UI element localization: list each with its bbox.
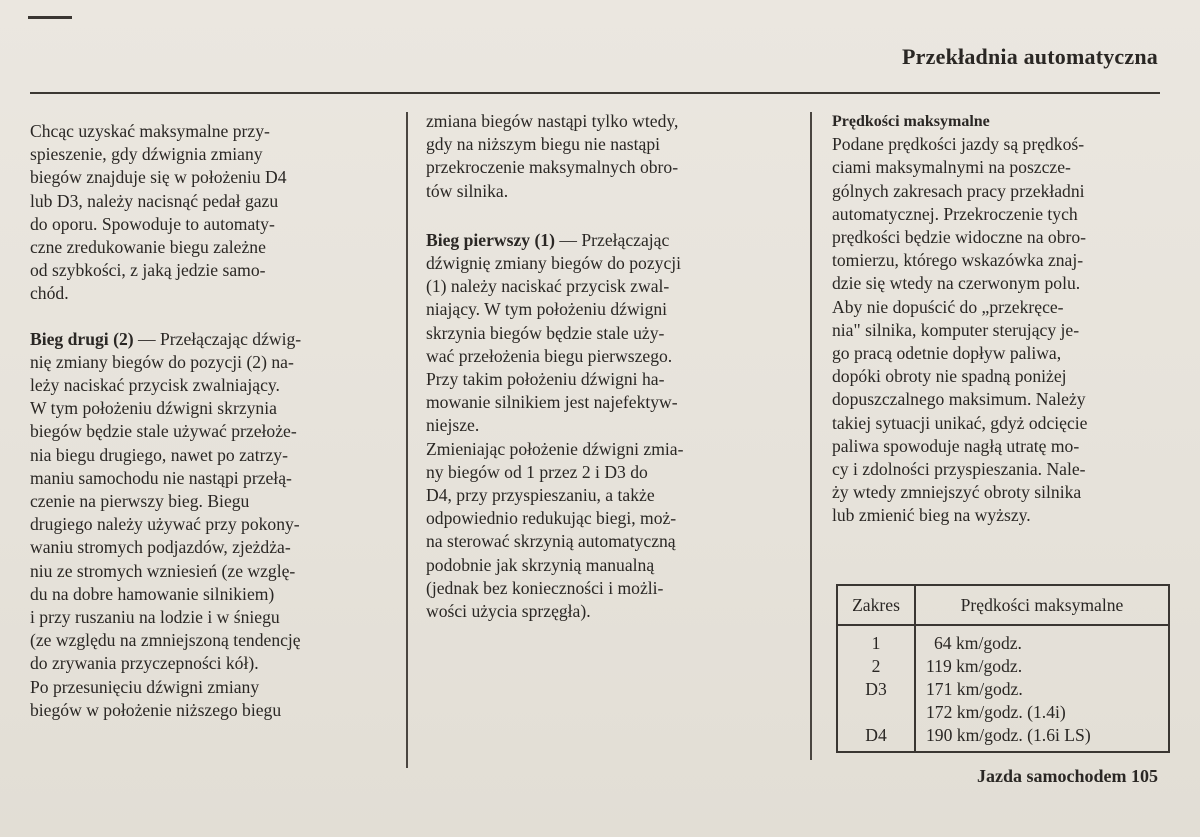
text-line: podobnie jak skrzynią manualną [426,554,655,575]
text-line: niający. W tym położeniu dźwigni [426,299,668,320]
paragraph-max-speeds [832,133,1168,527]
column-divider-1 [406,112,408,768]
text-line: do zrywania przyczepności kół). [30,653,259,674]
section-heading: Prędkości maksymalne [832,113,990,130]
text-line: gólnych zakresach pracy przekładni [832,180,1085,201]
text-line: paliwa spowoduje nagłą utratę mo- [832,435,1080,456]
text-line: skrzynia biegów będzie stale uży- [426,322,665,343]
header-rule [30,92,1160,94]
text-line: Bieg pierwszy (1) — Przełączając [426,229,670,250]
text-line: dopóki obroty nie spadną poniżej [832,366,1067,387]
text-line: nia biegu drugiego, nawet po zatrzy- [30,444,288,465]
table-body [838,626,1168,751]
text-line: leży naciskać przycisk zwalniający. [30,375,280,396]
text-line: D4, przy przyspieszaniu, a także [426,485,655,506]
text-line: dźwignię zmiany biegów do pozycji [426,253,682,274]
text-line: chód. [30,283,69,304]
text-line: dzie się wtedy na czerwonym polu. [832,273,1081,294]
text-line: Podane prędkości jazdy są prędkoś- [832,134,1085,155]
corner-mark [28,16,72,19]
text-line: Bieg drugi (2) — Przełączając dźwig- [30,328,302,349]
text-line: biegów będzie stale używać przełoże- [30,421,297,442]
text-line: (jednak bez konieczności i możli- [426,577,664,598]
text-line: nię zmiany biegów do pozycji (2) na- [30,351,294,372]
text-line: (1) należy naciskać przycisk zwal- [426,276,670,297]
text-line: gdy na niższym biegu nie nastąpi [426,134,661,155]
text-line: czne zredukowanie biegu zależne [30,237,266,258]
paragraph-shift-condition [426,110,782,203]
text-line: waniu stromych podjazdów, zjeżdża- [30,537,291,558]
zakres-column [838,626,916,751]
text-line: Zmieniając położenie dźwigni zmia- [426,438,684,459]
text-line: Aby nie dopuścić do „przekręce- [832,296,1064,317]
paragraph-acceleration [30,120,382,306]
text-line: wać przełożenia biegu pierwszego. [426,345,673,366]
text-line: ny biegów od 1 przez 2 i D3 do [426,461,648,482]
table-cell: 1 [871,633,881,653]
text-line: tomierzu, którego wskazówka znaj- [832,250,1084,271]
text-line: W tym położeniu dźwigni skrzynia [30,398,277,419]
table-cell [838,701,914,724]
table-cell: 64 km/godz. [934,633,1022,653]
paragraph-downshift [30,676,382,722]
text-line: du na dobre hamowanie silnikiem) [30,583,275,604]
text-line: Przy takim położeniu dźwigni ha- [426,369,665,390]
column-divider-2 [810,112,812,760]
text-line: prędkości będzie widoczne na obro- [832,227,1087,248]
column-3 [832,110,1168,528]
max-speed-table [836,584,1170,753]
text-line: wości użycia sprzęgła). [426,601,591,622]
text-line: dopuszczalnego maksimum. Należy [832,389,1086,410]
table-cell: D3 [865,679,887,699]
text-line: biegów znajduje się w położeniu D4 [30,167,287,188]
text-line: i przy ruszaniu na lodzie i w śniegu [30,607,280,628]
text-line: takiej sytuacji unikać, gdyż odcięcie [832,412,1088,433]
section-heading: Bieg pierwszy (1) [426,229,555,250]
text-line: ciami maksymalnymi na poszcze- [832,157,1071,178]
table-cell: 119 km/godz. [926,656,1023,676]
text-line: na sterować skrzynią automatyczną [426,531,676,552]
text-line: drugiego należy używać przy pokony- [30,514,300,535]
text-line: do oporu. Spowoduje to automaty- [30,213,275,234]
column-1 [30,120,382,722]
table-cell: 190 km/godz. (1.6i LS) [926,725,1091,745]
text-line: automatycznej. Przekroczenie tych [832,203,1078,224]
page-footer: Jazda samochodem 105 [977,766,1158,786]
column-header-zakres: Zakres [838,586,916,624]
text-line: przekroczenie maksymalnych obro- [426,157,679,178]
column-2 [426,110,782,623]
column-header-predkosci: Prędkości maksymalne [960,594,1124,615]
paragraph-first-gear [426,229,782,438]
text-line: spieszenie, gdy dźwignia zmiany [30,144,263,165]
table-cell: 171 km/godz. [926,679,1023,699]
text-line: (ze względu na zmniejszoną tendencję [30,630,301,651]
predkosci-column [916,626,1168,751]
text-line: zmiana biegów nastąpi tylko wtedy, [426,111,679,131]
text-line: lub D3, należy nacisnąć pedał gazu [30,190,279,211]
section-heading: Bieg drugi (2) [30,328,134,349]
paragraph-second-gear [30,328,382,676]
text-line: niu ze stromych wzniesień (ze wzglę- [30,560,296,581]
table-cell: 2 [871,656,881,676]
text-line: Chcąc uzyskać maksymalne przy- [30,121,270,141]
page-title: Przekładnia automatyczna [902,44,1158,69]
text-line: cy i zdolności przyspieszania. Nale- [832,459,1086,480]
text-line: od szybkości, z jaką jedzie samo- [30,260,266,281]
text-line: tów silnika. [426,180,509,201]
text-line: go pracą odetnie dopływ paliwa, [832,343,1062,364]
text-line: nia" silnika, komputer sterujący je- [832,319,1080,340]
table-cell: 172 km/godz. (1.4i) [926,702,1066,722]
text-line: ży wtedy zmniejszyć obroty silnika [832,482,1082,503]
text-line: czenie na pierwszy bieg. Biegu [30,491,250,512]
table-cell: D4 [865,725,887,745]
text-line: mowanie silnikiem jest najefektyw- [426,392,678,413]
table-header [838,586,1168,626]
text-line: biegów w położenie niższego biegu [30,699,282,720]
text-line: lub zmienić bieg na wyższy. [832,505,1031,526]
text-line: odpowiednio redukując biegi, moż- [426,508,677,529]
text-line: Po przesunięciu dźwigni zmiany [30,676,260,697]
text-line: niejsze. [426,415,480,436]
text-line: maniu samochodu nie nastąpi przełą- [30,467,292,488]
paragraph-gear-change [426,438,782,624]
